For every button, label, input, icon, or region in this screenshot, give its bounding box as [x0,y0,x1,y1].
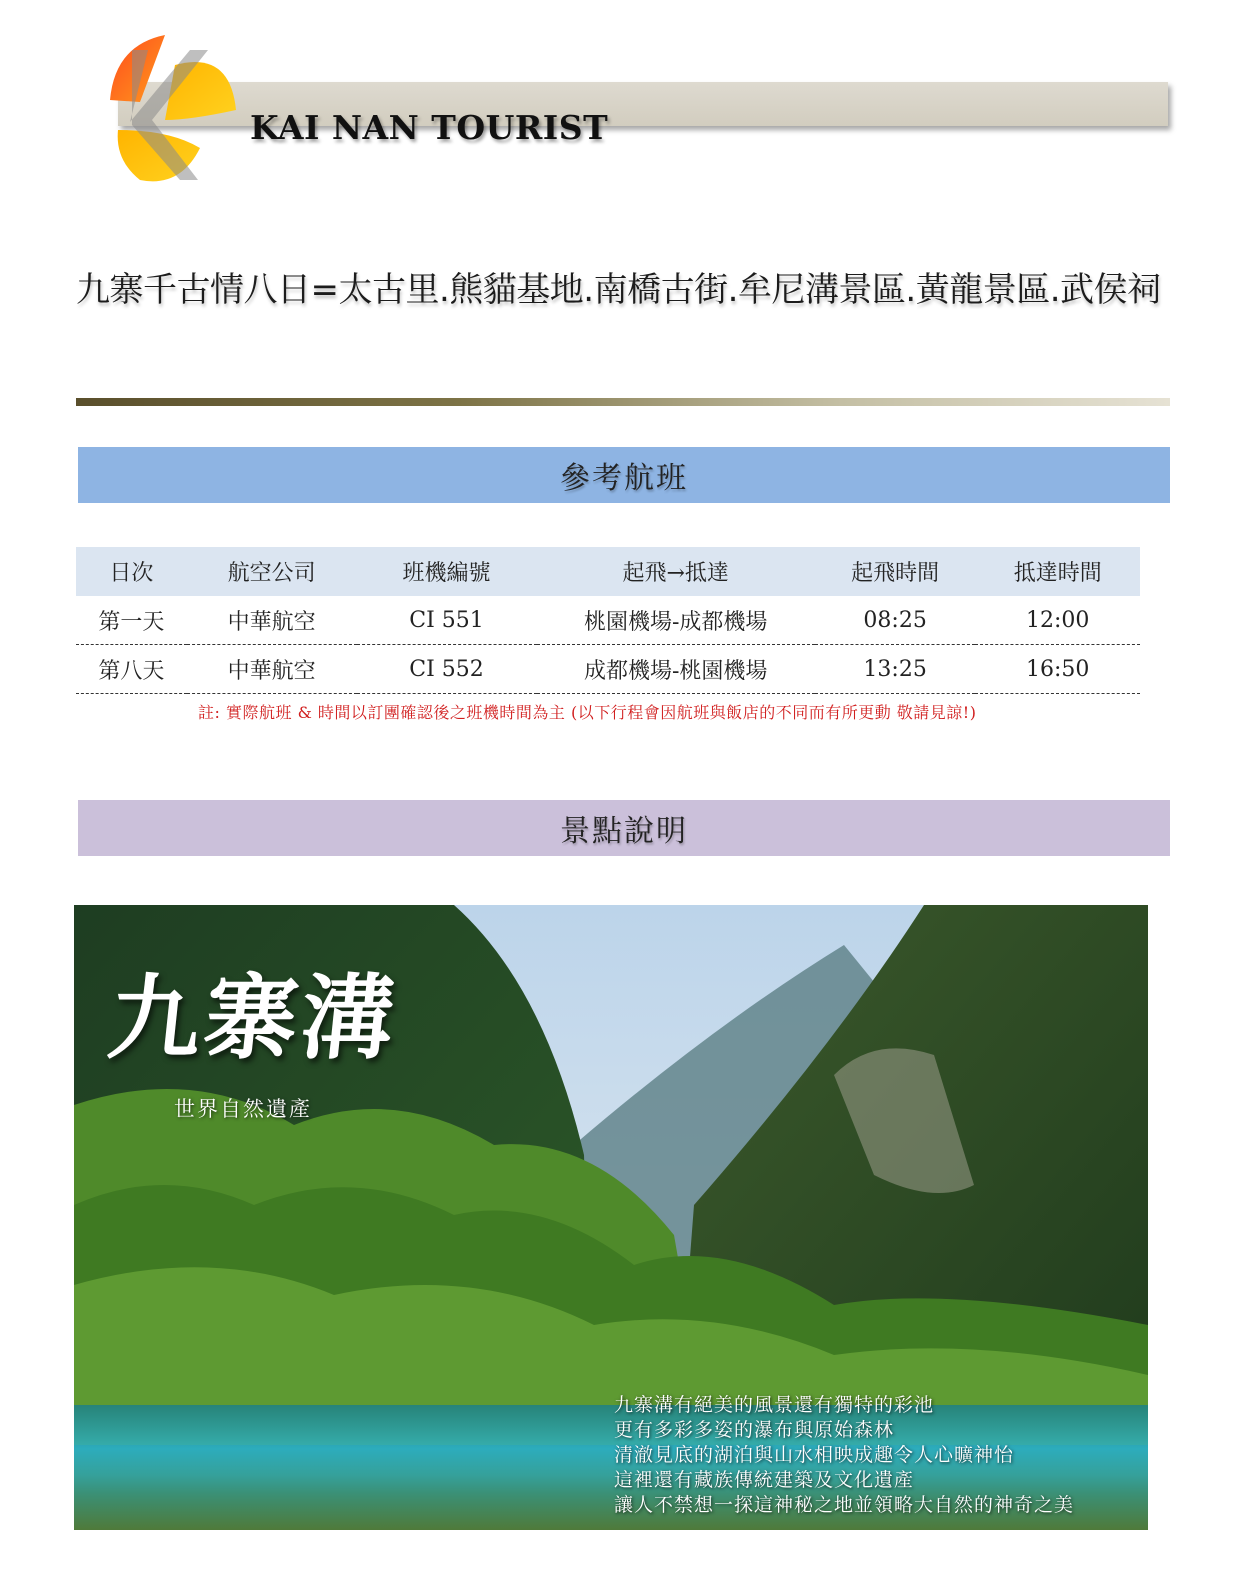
title-divider [76,398,1170,406]
flights-section-header: 參考航班 [78,447,1170,503]
flight-table-header [76,547,1140,596]
cell-arrival-time: 16:50 [975,645,1140,694]
table-row [76,645,1140,694]
k-logo-icon [70,30,250,190]
flight-note: 註: 實際航班 & 時間以訂團確認後之班機時間為主 (以下行程會因航班與飯店的不同而有所更動 敬請見諒!) [198,703,977,722]
cell-day: 第一天 [76,596,187,645]
trip-title: 九寨千古情八日=太古里.熊貓基地.南橋古街.牟尼溝景區.黃龍景區.武侯祠 [76,270,1161,310]
col-departure-time: 起飛時間 [815,547,976,596]
jiuzhaigou-photo [74,905,1148,1530]
cell-airline: 中華航空 [187,645,357,694]
table-row [76,596,1140,645]
company-brand-name: KAI NAN TOURIST [250,108,609,147]
scene-subtitle: 世界自然遺產 [174,1097,312,1121]
col-flight-number: 班機編號 [357,547,537,596]
cell-flight-number: CI 551 [357,596,537,645]
description-line: 更有多彩多姿的瀑布與原始森林 [614,1419,895,1441]
cell-departure-time: 08:25 [815,596,976,645]
scene-title: 九寨溝 [103,964,403,1072]
cell-flight-number: CI 552 [357,645,537,694]
cell-route: 桃園機場-成都機場 [537,596,815,645]
flight-table [76,547,1140,694]
cell-day: 第八天 [76,645,187,694]
cell-departure-time: 13:25 [815,645,976,694]
description-line: 這裡還有藏族傳統建築及文化遺產 [614,1469,915,1491]
description-line: 讓人不禁想一探這神秘之地並領略大自然的神奇之美 [614,1494,1075,1516]
col-day: 日次 [76,547,187,596]
col-airline: 航空公司 [187,547,357,596]
scene-description [614,1393,1074,1518]
description-line: 九寨溝有絕美的風景還有獨特的彩池 [614,1394,935,1416]
description-line: 清澈見底的湖泊與山水相映成趣令人心曠神怡 [614,1444,1015,1466]
cell-route: 成都機場-桃園機場 [537,645,815,694]
spots-section-header: 景點說明 [78,800,1170,856]
company-logo [70,30,250,190]
cell-airline: 中華航空 [187,596,357,645]
col-arrival-time: 抵達時間 [975,547,1140,596]
col-route: 起飛→抵達 [537,547,815,596]
cell-arrival-time: 12:00 [975,596,1140,645]
